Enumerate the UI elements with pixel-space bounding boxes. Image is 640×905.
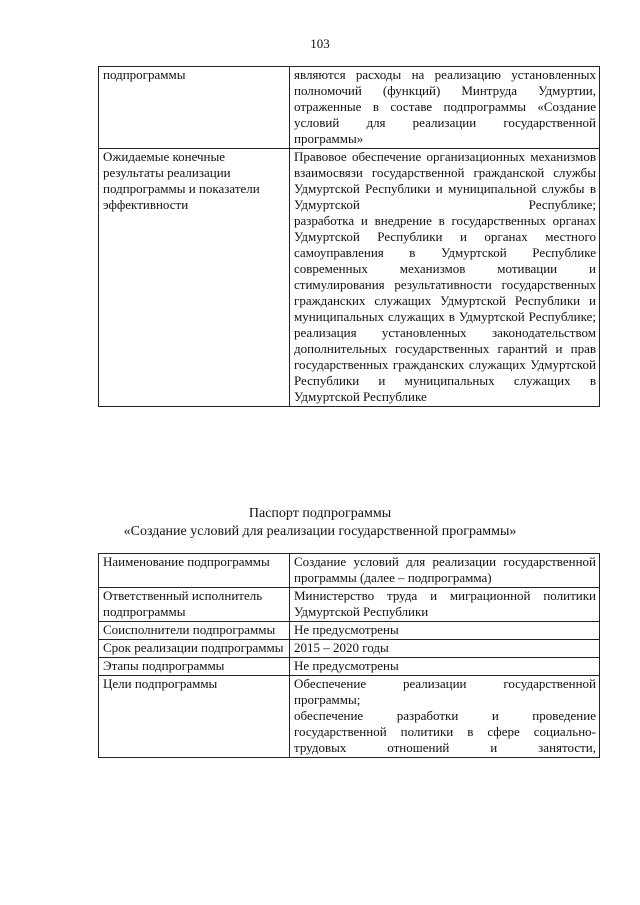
paragraph: Создание условий для реализации государственной программы (далее – подпрограмма) [294, 554, 596, 585]
row-label: Наименование подпрограммы [99, 554, 290, 588]
table-row [99, 149, 600, 407]
row-value [290, 640, 600, 658]
page-number: 103 [310, 36, 330, 51]
row-label: Соисполнители подпрограммы [99, 622, 290, 640]
row-label: подпрограммы [99, 67, 290, 149]
paragraph: разработка и внедрение в государственных органах Удмуртской Республики и органах местного самоуправления в Удмуртской Республике современных механизмов мотивации и стимулирования результативности государственных гражданских служащих Удмуртской Республики и муниципальных служащих в Удмуртской Республике; [294, 213, 596, 324]
table-row [99, 676, 600, 758]
subprogram-table-continued [98, 66, 600, 407]
table-row [99, 67, 600, 149]
table-row [99, 640, 600, 658]
row-value [290, 67, 600, 149]
row-value [290, 149, 600, 407]
table-row [99, 588, 600, 622]
row-label: Ответственный исполнитель подпрограммы [99, 588, 290, 622]
heading-line: Паспорт подпрограммы [248, 506, 392, 521]
paragraph: Не предусмотрены [294, 622, 399, 637]
paragraph: Обеспечение реализации государственной программы; [294, 676, 596, 707]
paragraph: являются расходы на реализацию установленных полномочий (функций) Минтруда Удмуртии, отраженные в составе подпрограммы «Создание условий для реализации государственной программы» [294, 67, 596, 146]
paragraph: Министерство труда и миграционной политики Удмуртской Республики [294, 588, 596, 619]
passport-heading [0, 505, 640, 541]
row-label: Срок реализации подпрограммы [99, 640, 290, 658]
row-value [290, 622, 600, 640]
paragraph: реализация установленных законодательством дополнительных государственных гарантий и прав государственных гражданских служащих Удмуртской Республики и муниципальных служащих в Удмуртской Республике [294, 325, 596, 404]
row-label: Этапы подпрограммы [99, 658, 290, 676]
paragraph: 2015 – 2020 годы [294, 640, 389, 655]
row-value [290, 676, 600, 758]
row-label: Цели подпрограммы [99, 676, 290, 758]
row-value [290, 658, 600, 676]
heading-line: «Создание условий для реализации государственной программы» [123, 524, 517, 539]
paragraph: обеспечение разработки и проведение государственной политики в сфере социально-трудовых отношений и занятости, [294, 708, 596, 755]
paragraph: Не предусмотрены [294, 658, 399, 673]
table-row [99, 622, 600, 640]
table-row [99, 658, 600, 676]
subprogram-passport-table [98, 553, 600, 758]
row-label: Ожидаемые конечные результаты реализации подпрограммы и показатели эффективности [99, 149, 290, 407]
table-row [99, 554, 600, 588]
paragraph: Правовое обеспечение организационных механизмов взаимосвязи государственной гражданской службы Удмуртской Республики и муниципальной службы в Удмуртской Республике; [294, 149, 596, 212]
row-value [290, 554, 600, 588]
row-value [290, 588, 600, 622]
